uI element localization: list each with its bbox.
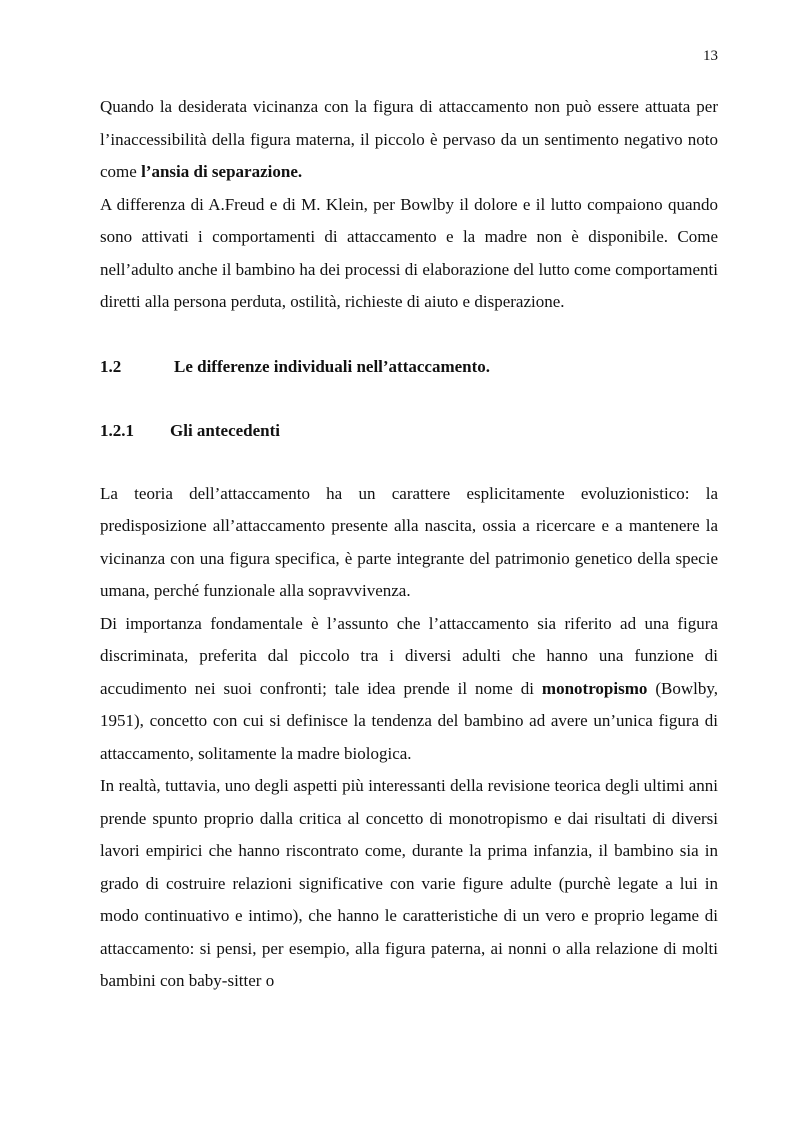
paragraph-separation-anxiety [100,91,718,189]
paragraph-text: (Bowlby, 1951), concetto con cui si definisce la tendenza del bambino ad avere un’unica figura di attaccamento, solitamente la madre biologica. [100,678,718,763]
bold-term-separation-anxiety: l’ansia di separazione. [141,162,303,181]
document-body [100,91,718,998]
paragraph-bowlby-grief: A differenza di A.Freud e di M. Klein, per Bowlby il dolore e il lutto compaiono quando sono attivati i comportamenti di attaccamento e la madre non è disponibile. Come nell’adulto anche il bambino ha dei processi di elaborazione del lutto come comportamenti diretti alla persona perduta, ostilità, richieste di aiuto e disperazione. [100,194,718,311]
spacer [100,319,718,351]
section-heading-1-2-1 [100,415,718,447]
paragraph-text: Di importanza fondamentale è l’assunto che l’attaccamento sia riferito ad una figura discriminata, preferita dal piccolo tra i diversi adulti che hanno una funzione di accudimento nei suoi confronti; tale idea prende il nome di [100,613,718,698]
bold-term-monotropism: monotropismo [541,678,648,698]
paragraph-theoretical-revision: In realtà, tuttavia, uno degli aspetti più interessanti della revisione teorica degli ultimi anni prende spunto proprio dalla critica al concetto di monotropismo e dai risultati di diversi lavori empirici che hanno riscontrato come, durante la prima infanzia, il bambino sia in grado di costruire relazioni significative con varie figure adulte (purchè legate a lui in modo continuativo e intimo), che hanno le caratteristiche di un vero e proprio legame di attaccamento: si pensi, per esempio, alla figura paterna, ai nonni o alla relazione di molti bambini con baby-sitter o [100,776,718,990]
page-number: 13 [703,48,718,64]
paragraph-monotropism [100,608,718,771]
spacer [100,447,718,478]
section-title: Gli antecedenti [170,420,281,440]
section-number: 1.2.1 [100,420,134,440]
paragraph-evolutionary-theory: La teoria dell’attaccamento ha un carattere esplicitamente evoluzionistico: la predisposizione all’attaccamento presente alla nascita, ossia a ricercare e a mantenere la vicinanza con una figura specifica, è parte integrante del patrimonio genetico della specie umana, perché funzionale alla sopravvivenza. [100,483,718,600]
spacer [100,383,718,415]
section-heading-1-2 [100,351,718,383]
section-title: Le differenze individuali nell’attaccamento. [174,356,491,376]
section-number: 1.2 [100,356,122,376]
paragraph-text: Quando la desiderata vicinanza con la figura di attaccamento non può essere attuata per l’inaccessibilità della figura materna, il piccolo è pervaso da un sentimento negativo noto come [100,97,718,181]
